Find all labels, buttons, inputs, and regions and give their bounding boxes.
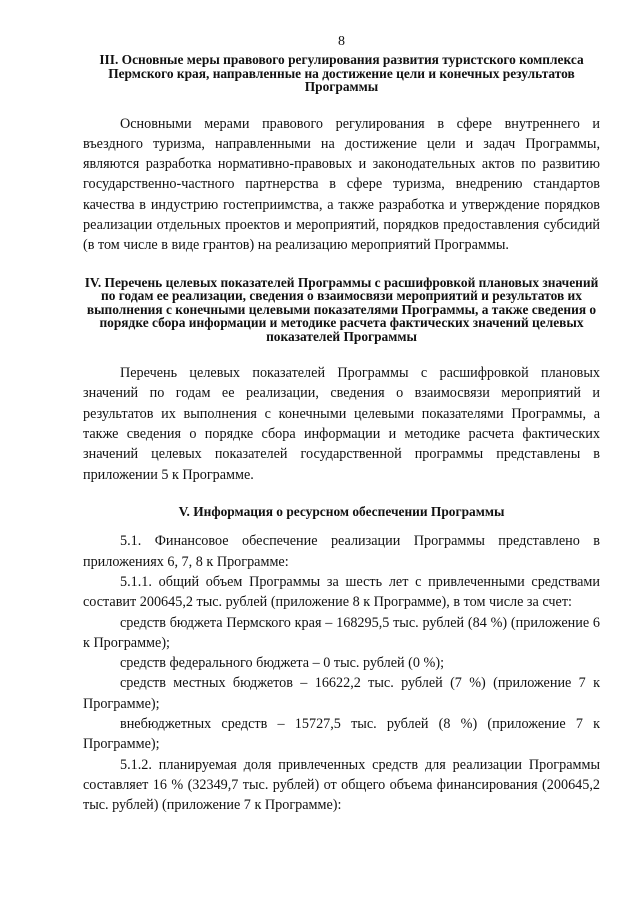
paragraph-local-budgets: средств местных бюджетов – 16622,2 тыс. рублей (7 %) (приложение 7 к Программе); bbox=[83, 675, 600, 712]
section-3-paragraph: Основными мерами правового регулирования в сфере внутреннего и въездного туризма, направленными на достижение цели и задач Программы, являются разработка нормативно-правовых и законодательных актов по развитию государственно-частного партнерства в сфере туризма, внедрению стандартов качества в индустрию гостеприимства, а также разработка и утверждение порядков реализации отдельных проектов и мероприятий, порядков предоставления субсидий (в том числе в виде грантов) на реализацию мероприятий Программы. bbox=[83, 115, 600, 254]
paragraph-regional-budget: средств бюджета Пермского края – 168295,5 тыс. рублей (84 %) (приложение 6 к Программе); bbox=[83, 614, 600, 651]
section-4-paragraph: Перечень целевых показателей Программы с расшифровкой плановых значений по годам ее реализации, сведения о взаимосвязи мероприятий и результатов их выполнения с конечными целевыми показателями Программы, а также сведения о порядке сбора информации и методике расчета фактических значений целевых показателей государственной программы представлены в приложении 5 к Программе. bbox=[83, 365, 600, 483]
paragraph-5-1-1: 5.1.1. общий объем Программы за шесть лет с привлеченными средствами составит 200645,2 тыс. рублей (приложение 8 к Программе), в том числе за счет: bbox=[83, 573, 600, 611]
page-number: 8 bbox=[338, 34, 345, 49]
section-4-heading: IV. Перечень целевых показателей Программы с расшифровкой плановых значений по годам ее реализации, сведения о взаимосвязи мероприятий и результатов их выполнения с конечными целевыми показателями Программы, а также сведения о порядке сбора информации и методике расчета фактических значений целевых показателей Программы bbox=[84, 274, 599, 344]
paragraph-5-1: 5.1. Финансовое обеспечение реализации Программы представлено в приложениях 6, 7, 8 к Программе: bbox=[83, 533, 600, 570]
section-5-heading: V. Информация о ресурсном обеспечении Программы bbox=[178, 503, 505, 519]
paragraph-5-1-2: 5.1.2. планируемая доля привлеченных средств для реализации Программы составляет 16 % (32349,7 тыс. рублей) от общего объема финансирования (200645,2 тыс. рублей) (приложение 7 к Программе): bbox=[83, 756, 600, 814]
section-5-body bbox=[83, 531, 600, 815]
paragraph-extrabudgetary: внебюджетных средств – 15727,5 тыс. рублей (8 %) (приложение 7 к Программе); bbox=[83, 716, 600, 753]
section-3-heading: III. Основные меры правового регулирования развития туристского комплекса Пермского края, направленные на достижение цели и конечных результатов Программы bbox=[99, 52, 584, 94]
paragraph-federal-budget: средств федерального бюджета – 0 тыс. рублей (0 %); bbox=[120, 655, 445, 672]
